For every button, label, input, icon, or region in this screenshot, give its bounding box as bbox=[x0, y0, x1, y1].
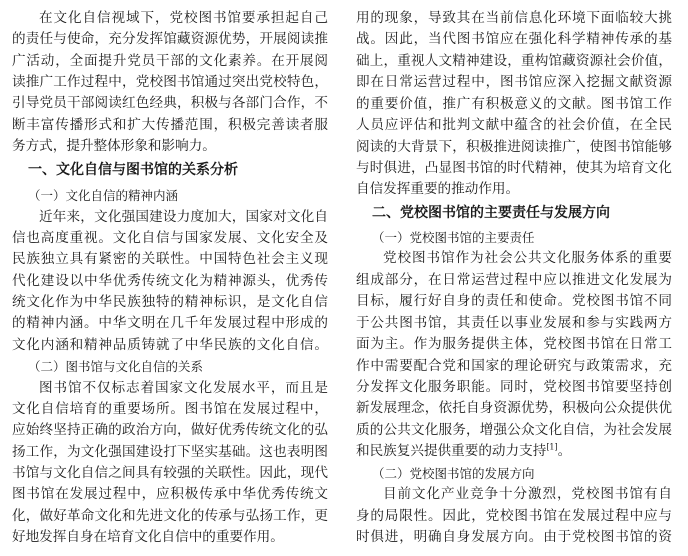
body-line: 新发展理念，依托自身资源优势，积极向公众提供优 bbox=[356, 400, 672, 417]
body-line: 图书馆在发展过程中，应积极传承中华优秀传统文 bbox=[12, 486, 328, 503]
citation-marker: [1] bbox=[546, 442, 558, 452]
body-text: 。 bbox=[557, 443, 572, 460]
body-line: 自信发挥重要的推动作用。 bbox=[356, 181, 520, 198]
body-line: 文化自信培育的重要场所。图书馆在发展过程中， bbox=[12, 400, 328, 417]
body-line: 图书馆不仅标志着国家文化发展水平，而且是 bbox=[39, 379, 328, 396]
body-line: 民族独立具有紧密的关联性。中国特色社会主义现 bbox=[12, 251, 328, 268]
body-line: 于公共图书馆，其责任以事业发展和参与实践两方 bbox=[356, 314, 672, 331]
body-line: 党校图书馆作为社会公共文化服务体系的重要 bbox=[383, 250, 672, 267]
intro-line: 读推广工作过程中，党校图书馆通过突出党校特色， bbox=[12, 74, 328, 91]
body-line: 化，做好革命文化和先进文化的传承与弘扬工作，更 bbox=[12, 507, 328, 524]
intro-line: 广活动，全面提升党员干部的文化素养。在开展阅 bbox=[12, 52, 328, 69]
subsection-heading: （一）党校图书馆的主要责任 bbox=[372, 229, 535, 245]
body-line bbox=[356, 441, 571, 462]
intro-line: 引导党员干部阅读红色经典，积极与各部门合作，不 bbox=[12, 95, 328, 112]
body-line: 质的公共文化服务，增强公众文化自信，为社会发展 bbox=[356, 421, 672, 438]
body-line: 应始终坚持正确的政治方向，做好优秀传统文化的弘 bbox=[12, 422, 328, 439]
body-line: 阅读的大背景下，积极推进阅读推广，使图书馆能够 bbox=[356, 138, 672, 155]
subsection-heading: （二）图书馆与文化自信的关系 bbox=[28, 359, 204, 375]
body-line: 的精神内涵。中华文明在几千年发展过程中形成的 bbox=[12, 315, 328, 332]
body-line: 统文化作为中华民族独特的精神标识，是文化自信 bbox=[12, 294, 328, 311]
body-line: 时俱进，明确自身发展方向。由于党校图书馆的资 bbox=[356, 529, 672, 545]
body-line: 身的局限性。因此，党校图书馆在发展过程中应与 bbox=[356, 507, 672, 524]
body-line: 面为主。作为服务提供主体，党校图书馆在日常工 bbox=[356, 336, 672, 353]
body-line: 近年来，文化强国建设力度加大，国家对文化自 bbox=[39, 208, 328, 225]
intro-line: 务方式，提升整体形象和影响力。 bbox=[12, 138, 216, 155]
body-line: 文化内涵和精神品质铸就了中华民族的文化自信。 bbox=[12, 336, 328, 353]
section-heading: 二、党校图书馆的主要责任与发展方向 bbox=[372, 204, 610, 221]
body-line: 用的现象，导致其在当前信息化环境下面临较大挑 bbox=[356, 10, 672, 26]
intro-line: 的责任与使命，充分发挥馆藏资源优势，开展阅读推 bbox=[12, 31, 328, 48]
body-line: 目标，履行好自身的责任和使命。党校图书馆不同 bbox=[356, 293, 672, 310]
intro-line: 在文化自信视域下，党校图书馆要承担起自己 bbox=[39, 10, 328, 26]
body-line: 与时俱进，凸显图书馆的时代精神，使其为培育文化 bbox=[356, 160, 672, 177]
body-line: 信也高度重视。文化自信与国家发展、文化安全及 bbox=[12, 230, 328, 247]
body-line: 组成部分，在日常运营过程中应以推进文化发展为 bbox=[356, 271, 672, 288]
body-line: 代化建设以中华优秀传统文化为精神源头，优秀传 bbox=[12, 272, 328, 289]
body-line: 分发挥文化服务职能。同时，党校图书馆要坚持创 bbox=[356, 378, 672, 395]
subsection-heading: （一）文化自信的精神内涵 bbox=[28, 188, 179, 204]
body-line: 好地发挥自身在培育文化自信中的重要作用。 bbox=[12, 529, 284, 545]
subsection-heading: （二）党校图书馆的发展方向 bbox=[372, 465, 535, 481]
section-heading: 一、文化自信与图书馆的关系分析 bbox=[28, 162, 238, 179]
body-line: 即在日常运营过程中，图书馆应深入挖掘文献资源 bbox=[356, 74, 672, 91]
body-line: 作中需要配合党和国家的理论研究与政策需求，充 bbox=[356, 357, 672, 374]
body-line: 扬工作，为文化强国建设打下坚实基础。这也表明图 bbox=[12, 443, 328, 460]
body-line: 战。因此，当代图书馆应在强化科学精神传承的基 bbox=[356, 31, 672, 48]
body-line: 书馆与文化自信之间具有较强的关联性。因此，现代 bbox=[12, 464, 328, 481]
intro-line: 断丰富传播形式和扩大传播范围，积极完善读者服 bbox=[12, 116, 328, 133]
body-line: 目前文化产业竞争十分激烈，党校图书馆有自 bbox=[383, 486, 672, 503]
body-line: 人员应评估和批判文献中蕴含的社会价值，在全民 bbox=[356, 117, 672, 134]
body-line: 的重要价值，推广有积极意义的文献。图书馆工作 bbox=[356, 95, 672, 112]
body-line: 础上，重视人文精神建设，重构馆藏资源社会价值， bbox=[356, 52, 672, 69]
body-text: 和民族复兴提供重要的动力支持 bbox=[356, 443, 547, 460]
